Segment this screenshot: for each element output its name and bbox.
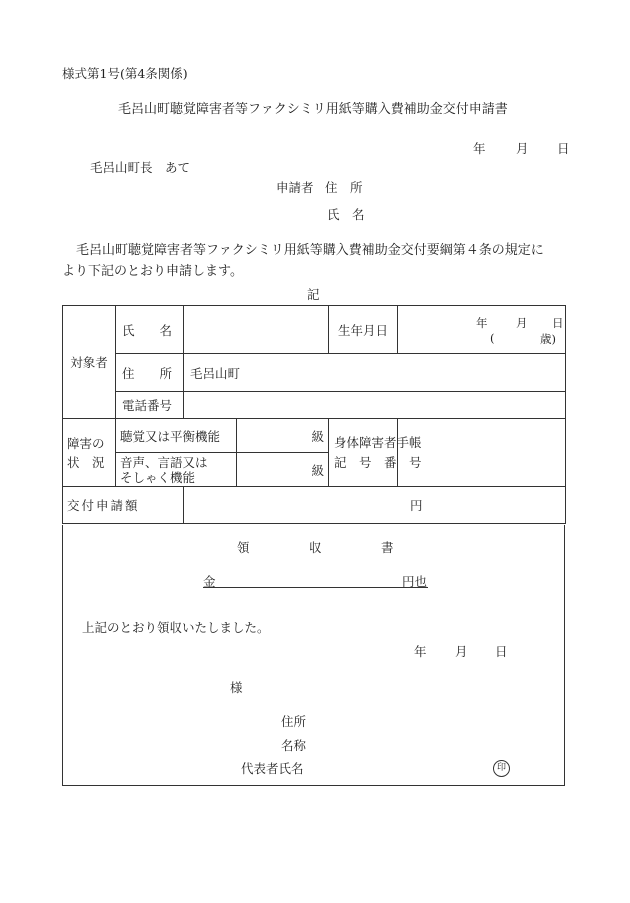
applicant-name-label: 氏 名 [327,207,365,222]
header-date-month: 月 [516,141,529,156]
handbook-label-line1: 身体障害者手帳 [334,434,422,450]
handbook-number-input[interactable] [398,419,566,487]
receipt-address-label: 住所 [281,714,307,729]
disability-label-line2: 状 況 [67,454,105,470]
speech-label-line1: 音声、言語又は [120,454,208,470]
body-paragraph-line1: 毛呂山町聴覚障害者等ファクシミリ用紙等購入費補助金交付要綱第４条の規定に [76,243,544,258]
receipt-company-label: 名称 [281,738,307,753]
body-paragraph-line2: より下記のとおり申請します。 [62,264,243,279]
receipt-representative-label: 代表者氏名 [241,761,304,776]
addressee: 毛呂山町長 あて [90,160,191,175]
receipt-title-char-3: 書 [381,540,394,555]
ki-label: 記 [307,287,320,302]
receipt-money-suffix: 円也 [402,574,428,589]
speech-grade-field[interactable]: 級 [237,453,329,487]
header-date-year: 年 [473,141,486,156]
receipt-title-char-1: 領 [237,540,250,555]
handbook-label-line2: 記 号 番 号 [334,454,422,470]
applicant-address-label: 住 所 [325,180,363,195]
speech-label [116,453,237,487]
phone-label: 電話番号 [116,392,184,419]
receipt-date-year: 年 [414,644,427,659]
birthdate-field[interactable] [398,306,566,354]
phone-input[interactable] [184,392,566,419]
name-input[interactable] [184,306,329,354]
header-date-day: 日 [557,141,570,156]
birth-day-label: 日 [552,315,564,330]
birthdate-label: 生年月日 [329,306,398,354]
target-person-label: 対象者 [63,306,116,419]
name-label: 氏 名 [116,306,184,354]
address-field[interactable]: 毛呂山町 [184,354,566,392]
receipt-date-month: 月 [455,644,468,659]
address-label: 住 所 [116,354,184,392]
seal-mark: 印 [493,760,510,777]
receipt-title-char-2: 収 [309,540,322,555]
disability-status-label [63,419,116,487]
amount-field[interactable]: 円 [184,487,566,524]
speech-label-line2: そしゃく機能 [120,469,196,485]
hearing-label: 聴覚又は平衡機能 [116,419,237,453]
receipt-recipient-sama: 様 [230,680,243,695]
amount-label: 交付申請額 [63,487,184,524]
form-title: 毛呂山町聴覚障害者等ファクシミリ用紙等購入費補助金交付申請書 [118,102,508,117]
age-open-paren: ( [490,330,495,345]
disability-label-line1: 障害の [67,435,105,451]
hearing-grade-field[interactable]: 級 [237,419,329,453]
form-number: 様式第1号(第4条関係) [62,66,188,81]
receipt-date-day: 日 [495,644,508,659]
age-suffix: 歳) [540,331,557,346]
receipt-amount-field[interactable] [203,572,428,588]
receipt-money-prefix: 金 [203,574,216,589]
receipt-statement: 上記のとおり領収いたしました。 [82,620,270,635]
application-table [62,305,566,524]
handbook-label [329,419,422,487]
birth-month-label: 月 [516,315,528,330]
seal-icon [493,758,510,777]
birth-year-label: 年 [476,315,488,330]
applicant-label: 申請者 [276,180,314,195]
receipt-section [62,525,565,786]
